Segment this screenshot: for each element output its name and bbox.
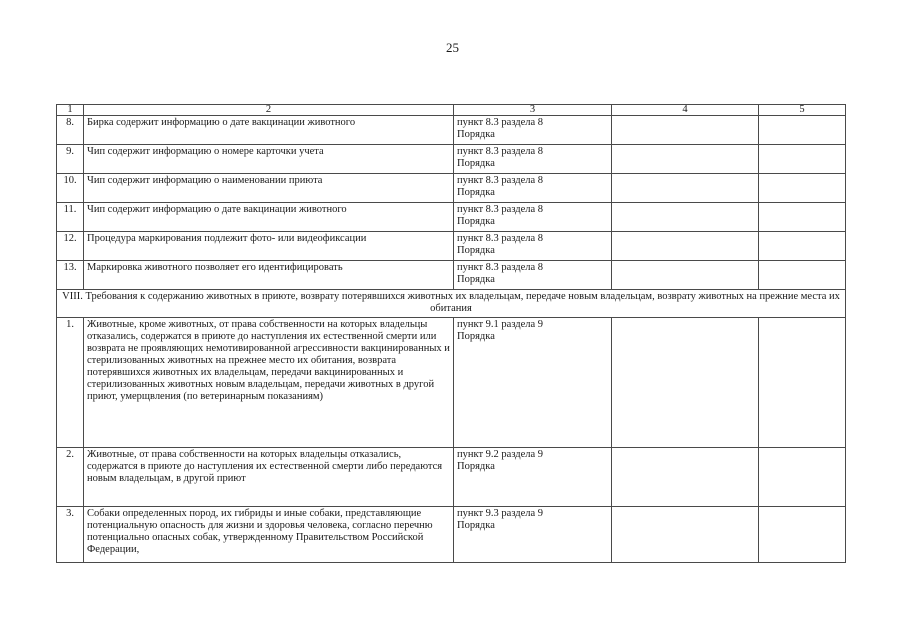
table-row: [57, 448, 846, 507]
legal-reference: пункт 8.3 раздела 8 Порядка: [454, 203, 612, 232]
legal-reference: пункт 8.3 раздела 8 Порядка: [454, 145, 612, 174]
requirement-text: Бирка содержит информацию о дате вакцинации животного: [84, 116, 454, 145]
legal-reference: пункт 8.3 раздела 8 Порядка: [454, 116, 612, 145]
header-col-5: 5: [759, 105, 846, 116]
requirement-text: Чип содержит информацию о дате вакцинации животного: [84, 203, 454, 232]
empty-cell-col-5: [759, 261, 846, 290]
row-number: 10.: [57, 174, 84, 203]
requirement-text: Собаки определенных пород, их гибриды и иные собаки, представляющие потенциальную опасность для жизни и здоровья человека, согласно перечню потенциально опасных собак, утвержденному Правительством Российской Федерации,: [84, 507, 454, 563]
header-col-1: 1: [57, 105, 84, 116]
empty-cell-col-4: [612, 145, 759, 174]
requirement-text: Чип содержит информацию о номере карточки учета: [84, 145, 454, 174]
section-title: VIII. Требования к содержанию животных в приюте, возврату потерявшихся животных их владельцам, передаче новым владельцам, возврату животных на прежние места их обитания: [57, 290, 846, 318]
header-col-2: 2: [84, 105, 454, 116]
table-row: [57, 145, 846, 174]
row-number: 1.: [57, 318, 84, 448]
empty-cell-col-4: [612, 232, 759, 261]
row-number: 9.: [57, 145, 84, 174]
empty-cell-col-4: [612, 507, 759, 563]
table-row: [57, 318, 846, 448]
empty-cell-col-4: [612, 261, 759, 290]
checklist-table: [56, 104, 846, 563]
row-number: 8.: [57, 116, 84, 145]
empty-cell-col-4: [612, 318, 759, 448]
header-col-3: 3: [454, 105, 612, 116]
empty-cell-col-5: [759, 145, 846, 174]
empty-cell-col-4: [612, 116, 759, 145]
requirement-text: Чип содержит информацию о наименовании приюта: [84, 174, 454, 203]
requirement-text: Животные, от права собственности на которых владельцы отказались, содержатся в приюте до наступления их естественной смерти либо передаются новым владельцам, в другой приют: [84, 448, 454, 507]
table-row: [57, 232, 846, 261]
empty-cell-col-5: [759, 203, 846, 232]
header-row: [57, 105, 846, 116]
empty-cell-col-5: [759, 318, 846, 448]
table-row: [57, 261, 846, 290]
row-number: 11.: [57, 203, 84, 232]
row-number: 13.: [57, 261, 84, 290]
empty-cell-col-5: [759, 448, 846, 507]
empty-cell-col-4: [612, 174, 759, 203]
legal-reference: пункт 8.3 раздела 8 Порядка: [454, 261, 612, 290]
page-number: 25: [446, 40, 459, 55]
empty-cell-col-5: [759, 507, 846, 563]
requirement-text: Животные, кроме животных, от права собственности на которых владельцы отказались, содержатся в приюте до наступления их естественной смерти или возврата не проявляющих немотивированной агрессивности вакцинированных и стерилизованных животных на прежнее место их обитания, возврата потерявшихся животных их владельцам, передачи вакцинированных и стерилизованных животных новым владельцам, передачи животных в другой приют, умерщвления (по ветеринарным показаниям): [84, 318, 454, 448]
table-row: [57, 174, 846, 203]
table-row: [57, 507, 846, 563]
requirement-text: Маркировка животного позволяет его идентифицировать: [84, 261, 454, 290]
empty-cell-col-5: [759, 232, 846, 261]
legal-reference: пункт 9.3 раздела 9 Порядка: [454, 507, 612, 563]
table-row: [57, 116, 846, 145]
legal-reference: пункт 8.3 раздела 8 Порядка: [454, 232, 612, 261]
table-row: [57, 203, 846, 232]
empty-cell-col-5: [759, 116, 846, 145]
empty-cell-col-4: [612, 448, 759, 507]
row-number: 2.: [57, 448, 84, 507]
row-number: 3.: [57, 507, 84, 563]
legal-reference: пункт 9.1 раздела 9 Порядка: [454, 318, 612, 448]
legal-reference: пункт 8.3 раздела 8 Порядка: [454, 174, 612, 203]
requirement-text: Процедура маркирования подлежит фото- или видеофиксации: [84, 232, 454, 261]
empty-cell-col-4: [612, 203, 759, 232]
header-col-4: 4: [612, 105, 759, 116]
empty-cell-col-5: [759, 174, 846, 203]
legal-reference: пункт 9.2 раздела 9 Порядка: [454, 448, 612, 507]
row-number: 12.: [57, 232, 84, 261]
section-row: [57, 290, 846, 318]
